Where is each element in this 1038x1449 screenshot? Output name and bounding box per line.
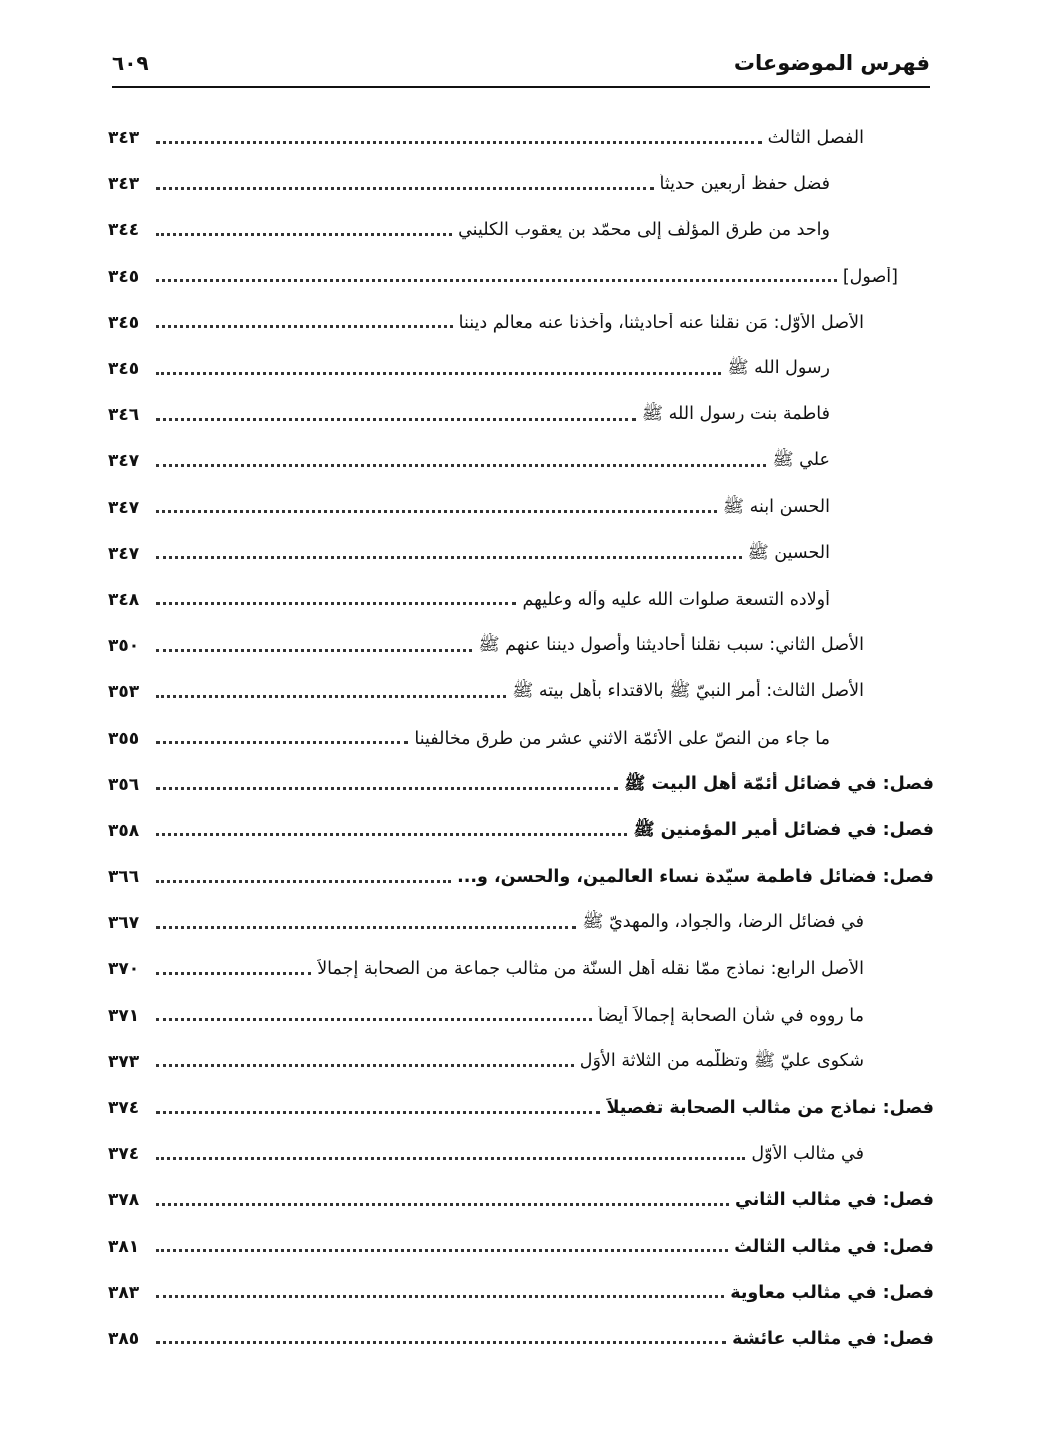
toc-entry-title: فصل: نماذج من مثالب الصحابة تفصيلاً <box>606 1098 934 1119</box>
toc-entry-page: ٣٤٣ <box>108 128 140 149</box>
toc-entry-page: ٣٧٣ <box>108 1051 140 1072</box>
toc-entry-title: ما رووه في شأن الصحابة إجمالاً أيضاً <box>597 1005 864 1026</box>
toc-entry-page: ٣٧٤ <box>108 1098 140 1119</box>
toc-entry-title: في مثالب الأوّل <box>751 1144 864 1165</box>
toc-entry <box>108 577 934 623</box>
toc-entry-page: ٣٤٧ <box>108 451 140 472</box>
toc-entry-page: ٣٤٧ <box>108 543 140 564</box>
toc-entry-page: ٣٨٣ <box>108 1282 140 1303</box>
toc-entry-title: علي ﷺ <box>772 450 830 471</box>
toc-entry <box>108 1224 934 1270</box>
toc-entry-page: ٣٨٥ <box>108 1328 140 1349</box>
toc-entry-page: ٣٥٥ <box>108 728 140 749</box>
toc-entry-title: واحد من طرق المؤلّف إلى محمّد بن يعقوب الكليني <box>458 220 830 241</box>
dot-leader <box>156 1295 724 1298</box>
toc-entry-title: الأصل الرابع: نماذج ممّا نقله أهل السنّة من مثالب جماعة من الصحابة إجمالاً <box>317 959 864 980</box>
toc-entry-title: ما جاء من النصّ على الأئمّة الاثني عشر من طرق مخالفينا <box>414 728 830 749</box>
dot-leader <box>156 880 451 883</box>
toc-entry-title: الحسين ﷺ <box>747 542 830 563</box>
toc-entry-title: الأصل الثالث: أمر النبيّ ﷺ بالاقتداء بأهل بيته ﷺ <box>512 681 864 702</box>
toc-entry <box>108 993 934 1039</box>
toc-entry-page: ٣٨١ <box>108 1236 140 1257</box>
page-header <box>112 40 930 86</box>
toc-entry <box>108 623 934 669</box>
header-rule <box>112 86 930 88</box>
toc-entry <box>108 946 934 992</box>
toc-entry-page: ٣٤٥ <box>108 266 140 287</box>
table-of-contents <box>108 115 934 1362</box>
toc-entry <box>108 1316 934 1362</box>
dot-leader <box>156 833 627 836</box>
toc-entry-page: ٣٤٦ <box>108 405 140 426</box>
toc-entry-title: الأصل الثاني: سبب نقلنا أحاديثنا وأُصول ديننا عنهم ﷺ <box>478 635 864 656</box>
toc-entry-title: الحسن ابنه ﷺ <box>722 496 830 517</box>
toc-entry <box>108 1039 934 1085</box>
dot-leader <box>156 1157 745 1160</box>
dot-leader <box>156 602 516 605</box>
toc-entry <box>108 1177 934 1223</box>
dot-leader <box>156 1203 729 1206</box>
toc-entry <box>108 808 934 854</box>
toc-entry-title: فاطمة بنت رسول الله ﷺ <box>641 404 830 425</box>
toc-entry <box>108 900 934 946</box>
toc-entry-title: [أُصول] <box>842 266 898 287</box>
toc-entry <box>108 531 934 577</box>
dot-leader <box>156 141 762 144</box>
dot-leader <box>156 1018 592 1021</box>
toc-entry-title: فضل حفظ أربعين حديثاً <box>659 174 830 195</box>
toc-entry <box>108 485 934 531</box>
dot-leader <box>156 972 311 975</box>
dot-leader <box>156 1341 726 1344</box>
toc-entry-page: ٣٥٣ <box>108 682 140 703</box>
dot-leader <box>156 187 654 190</box>
page-number: ٦٠٩ <box>112 51 149 75</box>
dot-leader <box>156 1249 728 1252</box>
toc-entry-page: ٣٤٤ <box>108 220 140 241</box>
toc-entry-title: فصل: في مثالب معاوية <box>730 1282 934 1303</box>
toc-entry-title: أولاده التسعة صلوات الله عليه وآله وعليهم <box>522 589 830 610</box>
dot-leader <box>156 418 636 421</box>
toc-entry <box>108 115 934 161</box>
toc-entry-page: ٣٧٤ <box>108 1144 140 1165</box>
toc-entry-page: ٣٤٣ <box>108 174 140 195</box>
toc-entry-page: ٣٥٨ <box>108 820 140 841</box>
dot-leader <box>156 556 742 559</box>
toc-entry <box>108 669 934 715</box>
toc-entry-page: ٣٦٧ <box>108 913 140 934</box>
toc-entry <box>108 715 934 761</box>
dot-leader <box>156 787 618 790</box>
toc-entry <box>108 346 934 392</box>
toc-entry <box>108 254 934 300</box>
toc-entry-page: ٣٧٨ <box>108 1190 140 1211</box>
toc-entry-page: ٣٤٧ <box>108 497 140 518</box>
toc-entry-title: شكوى عليّ ﷺ وتظلّمه من الثلاثة الأُوَل <box>579 1050 864 1071</box>
dot-leader <box>156 510 717 513</box>
toc-entry-page: ٣٤٥ <box>108 359 140 380</box>
toc-entry-title: الأصل الأوّل: مَن نقلنا عنه أحاديثنا، وأخذنا عنه معالم ديننا <box>458 312 864 333</box>
toc-entry-title: رسول الله ﷺ <box>727 358 830 379</box>
toc-entry-title: في فضائل الرضا، والجواد، والمهديّ ﷺ <box>582 912 864 933</box>
toc-entry-page: ٣٧٠ <box>108 959 140 980</box>
dot-leader <box>156 741 408 744</box>
toc-entry-page: ٣٧١ <box>108 1005 140 1026</box>
toc-entry-title: فصل: في فضائل أئمّة أهل البيت ﷺ <box>624 773 934 794</box>
toc-entry-title: الفصل الثالث <box>767 128 864 149</box>
dot-leader <box>156 233 452 236</box>
page-title: فهرس الموضوعات <box>733 51 930 75</box>
dot-leader <box>156 926 576 929</box>
dot-leader <box>156 1064 574 1067</box>
toc-entry <box>108 1270 934 1316</box>
toc-entry-page: ٣٥٠ <box>108 636 140 657</box>
toc-entry <box>108 207 934 253</box>
toc-entry <box>108 161 934 207</box>
toc-entry <box>108 438 934 484</box>
dot-leader <box>156 464 766 467</box>
dot-leader <box>156 279 837 282</box>
toc-entry-title: فصل: في مثالب الثالث <box>734 1236 934 1257</box>
toc-entry-title: فصل: فضائل فاطمة سيّدة نساء العالمين، والحسن، و... <box>457 867 934 888</box>
dot-leader <box>156 649 472 652</box>
toc-entry <box>108 854 934 900</box>
dot-leader <box>156 325 453 328</box>
toc-entry-title: فصل: في مثالب عائشة <box>732 1328 934 1349</box>
toc-entry <box>108 762 934 808</box>
toc-entry-page: ٣٥٦ <box>108 774 140 795</box>
dot-leader <box>156 372 721 375</box>
toc-entry <box>108 392 934 438</box>
toc-entry-page: ٣٤٥ <box>108 312 140 333</box>
toc-entry-title: فصل: في مثالب الثاني <box>735 1190 934 1211</box>
dot-leader <box>156 1111 600 1114</box>
toc-entry-page: ٣٤٨ <box>108 589 140 610</box>
toc-entry <box>108 1085 934 1131</box>
toc-entry <box>108 300 934 346</box>
dot-leader <box>156 695 506 698</box>
toc-entry-title: فصل: في فضائل أمير المؤمنين ﷺ <box>633 819 934 840</box>
toc-entry-page: ٣٦٦ <box>108 867 140 888</box>
toc-entry <box>108 1131 934 1177</box>
